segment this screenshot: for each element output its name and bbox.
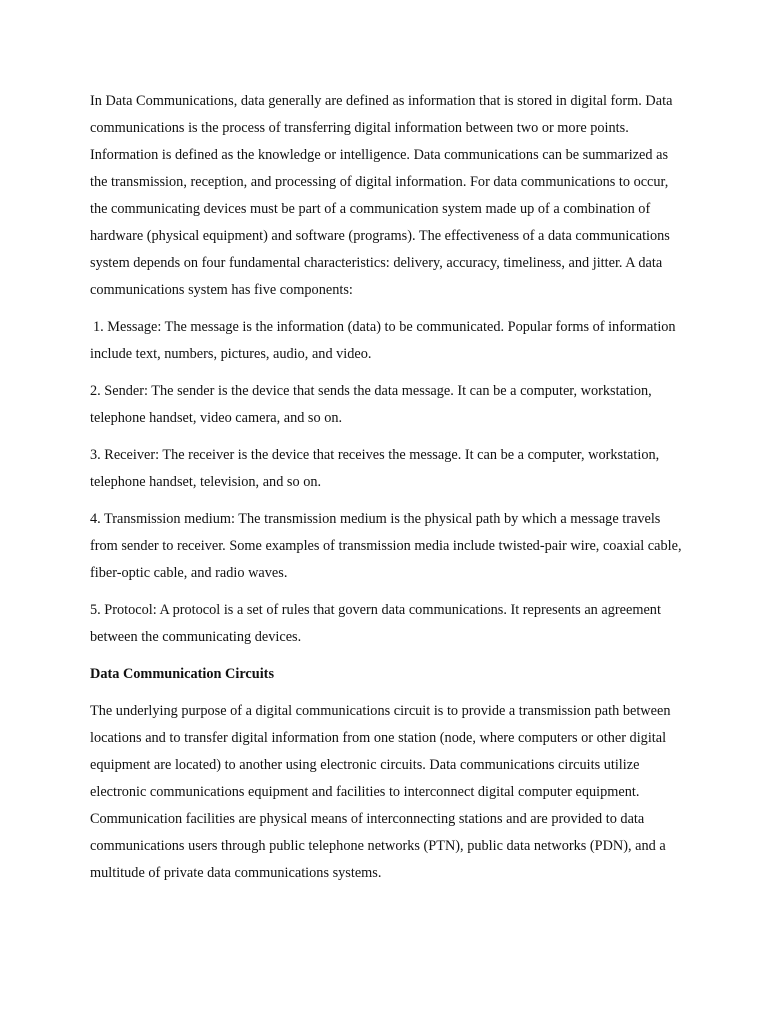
component-receiver: 3. Receiver: The receiver is the device that receives the message. It can be a computer, workstation, telephone handset, television, and so on. — [90, 447, 660, 490]
section-body-paragraph: The underlying purpose of a digital communications circuit is to provide a transmission path between locations and to transfer digital information from one station (node, where computers or other digital equipment are located) to another using electronic circuits. Data communications circuits utilize electronic communications equipment and facilities to interconnect digital computer equipment. Communication facilities are physical means of interconnecting stations and are provided to data communications users through public telephone networks (PTN), public data networks (PDN), and a multitude of private data communications systems. — [90, 703, 671, 881]
component-transmission-medium: 4. Transmission medium: The transmission medium is the physical path by which a message travels from sender to receiver. Some examples of transmission media include twisted-pair wire, coaxial cable, fiber-optic cable, and radio waves. — [90, 511, 682, 581]
document-page — [90, 88, 682, 897]
component-protocol: 5. Protocol: A protocol is a set of rules that govern data communications. It represents an agreement between the communicating devices. — [90, 602, 661, 645]
component-message: 1. Message: The message is the information (data) to be communicated. Popular forms of information include text, numbers, pictures, audio, and video. — [90, 319, 676, 362]
section-heading: Data Communication Circuits — [90, 666, 275, 682]
component-sender: 2. Sender: The sender is the device that sends the data message. It can be a computer, workstation, telephone handset, video camera, and so on. — [90, 383, 652, 426]
intro-paragraph: In Data Communications, data generally are defined as information that is stored in digital form. Data communications is the process of transferring digital information between two or more points. Information is defined as the knowledge or intelligence. Data communications can be summarized as the transmission, reception, and processing of digital information. For data communications to occur, the communicating devices must be part of a communication system made up of a combination of hardware (physical equipment) and software (programs). The effectiveness of a data communications system depends on four fundamental characteristics: delivery, accuracy, timeliness, and jitter. A data communications system has five components: — [90, 93, 673, 298]
